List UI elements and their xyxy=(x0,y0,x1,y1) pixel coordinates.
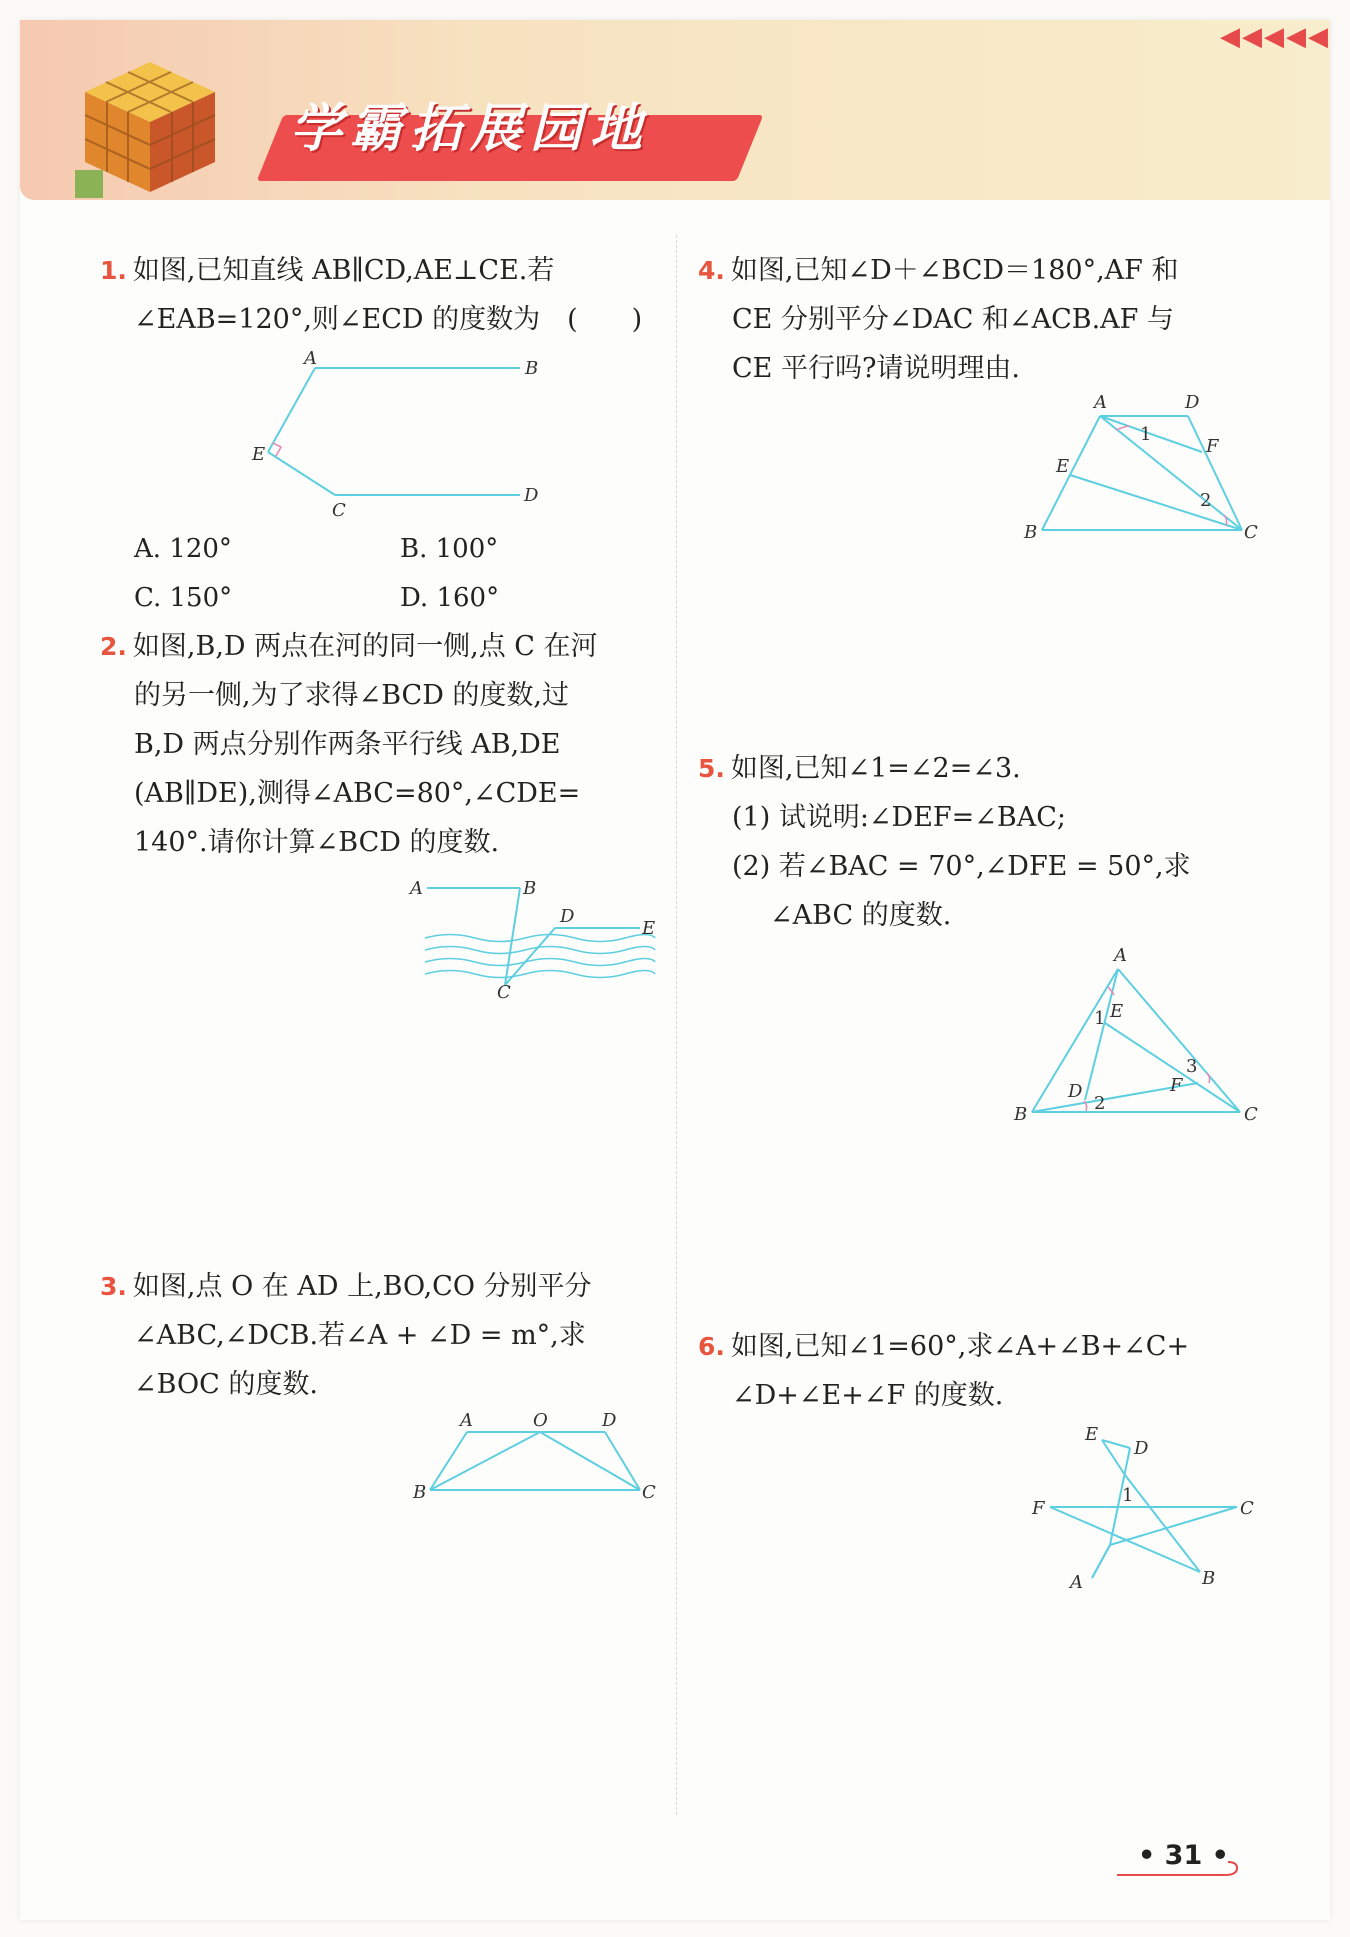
line-ab xyxy=(1042,416,1100,530)
label-angle-3: 3 xyxy=(1186,1056,1198,1077)
problem-text: ∠BOC 的度数. xyxy=(134,1369,318,1400)
problem-text: 如图,已知直线 AB∥CD,AE⊥CE.若 xyxy=(132,255,555,286)
problem-text: (2) 若∠BAC = 70°,∠DFE = 50°,求 xyxy=(732,851,1191,882)
problem-number: 3. xyxy=(100,1272,127,1301)
problem-text: CE 平行吗?请说明理由. xyxy=(732,353,1021,384)
problem-text: 的另一侧,为了求得∠BCD 的度数,过 xyxy=(134,680,570,711)
problem-text: CE 分别平分∠DAC 和∠ACB.AF 与 xyxy=(732,304,1174,335)
label-o: O xyxy=(533,1410,548,1431)
line-ec xyxy=(1105,1023,1240,1112)
problem-1-choices xyxy=(134,525,654,625)
line-dc xyxy=(1188,416,1242,530)
problem-text: ∠D+∠E+∠F 的度数. xyxy=(732,1380,1004,1411)
line-a-tail-2 xyxy=(1092,1545,1110,1578)
label-e: E xyxy=(1056,456,1070,477)
rubiks-cube-icon xyxy=(75,52,225,202)
line-ec xyxy=(268,452,335,495)
line-bo xyxy=(430,1432,540,1490)
label-b: B xyxy=(1024,522,1038,543)
label-d: D xyxy=(1185,392,1200,413)
label-e: E xyxy=(642,918,656,939)
label-b: B xyxy=(525,358,539,379)
angle-mark-1 xyxy=(1116,426,1130,430)
line-ac xyxy=(1100,416,1242,530)
line-ae xyxy=(268,368,315,452)
problem-text: ∠ABC 的度数. xyxy=(770,900,952,931)
label-e: E xyxy=(1110,1001,1124,1022)
label-d: D xyxy=(1068,1081,1083,1102)
problem-text: 如图,已知∠1=60°,求∠A+∠B+∠C+ xyxy=(730,1331,1190,1362)
problem-4 xyxy=(698,246,1178,393)
label-angle-1: 1 xyxy=(1094,1008,1106,1029)
problem-text: 如图,已知∠D＋∠BCD＝180°,AF 和 xyxy=(730,255,1179,286)
figure-problem-3 xyxy=(405,1410,665,1510)
line-dc xyxy=(605,1432,640,1490)
problem-number: 1. xyxy=(100,256,127,285)
figure-problem-1 xyxy=(240,350,560,520)
label-f: F xyxy=(1170,1075,1183,1096)
label-a: A xyxy=(1094,392,1107,413)
label-e: E xyxy=(252,444,266,465)
problem-number: 2. xyxy=(100,632,127,661)
problem-text: ∠ABC,∠DCB.若∠A + ∠D = m°,求 xyxy=(134,1320,586,1351)
choice-a: A. 120° xyxy=(134,534,232,564)
choice-d: D. 160° xyxy=(400,583,500,613)
label-a: A xyxy=(460,1410,473,1431)
problem-3 xyxy=(100,1262,592,1409)
problem-text: (AB∥DE),测得∠ABC=80°,∠CDE= xyxy=(134,778,581,809)
choice-c: C. 150° xyxy=(134,583,233,613)
label-b: B xyxy=(1014,1104,1028,1125)
line-ad xyxy=(1085,969,1118,1100)
label-c: C xyxy=(642,1482,656,1503)
label-d: D xyxy=(560,906,575,927)
label-c: C xyxy=(497,982,511,1000)
label-a: A xyxy=(1114,945,1127,966)
problem-text: ∠EAB=120°,则∠ECD 的度数为 ( ) xyxy=(134,304,643,335)
label-f: F xyxy=(1032,1498,1045,1519)
problem-text: B,D 两点分别作两条平行线 AB,DE xyxy=(134,729,561,760)
problem-number: 5. xyxy=(698,754,725,783)
label-b: B xyxy=(1202,1568,1216,1589)
column-divider xyxy=(676,235,677,1815)
problem-text: 如图,B,D 两点在河的同一侧,点 C 在河 xyxy=(132,631,598,662)
problem-text: 如图,已知∠1=∠2=∠3. xyxy=(730,753,1021,784)
problem-text: (1) 试说明:∠DEF=∠BAC; xyxy=(732,802,1066,833)
line-oc xyxy=(540,1432,640,1490)
label-angle-2: 2 xyxy=(1094,1093,1106,1114)
figure-problem-5 xyxy=(1010,945,1270,1125)
page-number: • 31 • xyxy=(1138,1840,1229,1871)
line-eb xyxy=(1125,1475,1200,1572)
problem-1 xyxy=(100,246,642,344)
decorative-arrows-icon: ◀◀◀◀◀ xyxy=(1220,22,1330,52)
label-angle-2: 2 xyxy=(1200,490,1212,511)
problem-text: 如图,点 O 在 AD 上,BO,CO 分别平分 xyxy=(132,1271,592,1302)
label-angle-1: 1 xyxy=(1140,424,1152,445)
label-angle-1: 1 xyxy=(1122,1485,1134,1506)
choice-b: B. 100° xyxy=(400,534,499,564)
label-c: C xyxy=(332,500,346,520)
figure-problem-6 xyxy=(1030,1420,1270,1595)
label-c: C xyxy=(1244,1104,1258,1125)
label-a: A xyxy=(1070,1572,1083,1593)
problem-number: 6. xyxy=(698,1332,725,1361)
label-c: C xyxy=(1240,1498,1254,1519)
figure-problem-2 xyxy=(405,870,665,1000)
right-angle-mark xyxy=(273,443,281,456)
problem-5 xyxy=(698,744,1191,940)
label-e: E xyxy=(1085,1424,1099,1445)
problem-6 xyxy=(698,1322,1189,1420)
page-number-underline-icon xyxy=(1115,1855,1255,1885)
label-a: A xyxy=(304,350,317,369)
label-d: D xyxy=(1134,1438,1149,1459)
label-d: D xyxy=(524,485,539,506)
problem-2 xyxy=(100,622,598,867)
label-b: B xyxy=(523,878,537,899)
label-f: F xyxy=(1206,436,1219,457)
label-d: D xyxy=(602,1410,617,1431)
section-title: 学霸拓展园地 xyxy=(290,99,651,159)
figure-problem-4 xyxy=(1020,390,1260,550)
river-waves xyxy=(425,935,655,978)
label-c: C xyxy=(1244,522,1258,543)
problem-text: 140°.请你计算∠BCD 的度数. xyxy=(134,827,500,858)
problem-number: 4. xyxy=(698,256,725,285)
line-ec xyxy=(1070,475,1242,530)
label-a: A xyxy=(410,878,423,899)
label-b: B xyxy=(413,1482,427,1503)
